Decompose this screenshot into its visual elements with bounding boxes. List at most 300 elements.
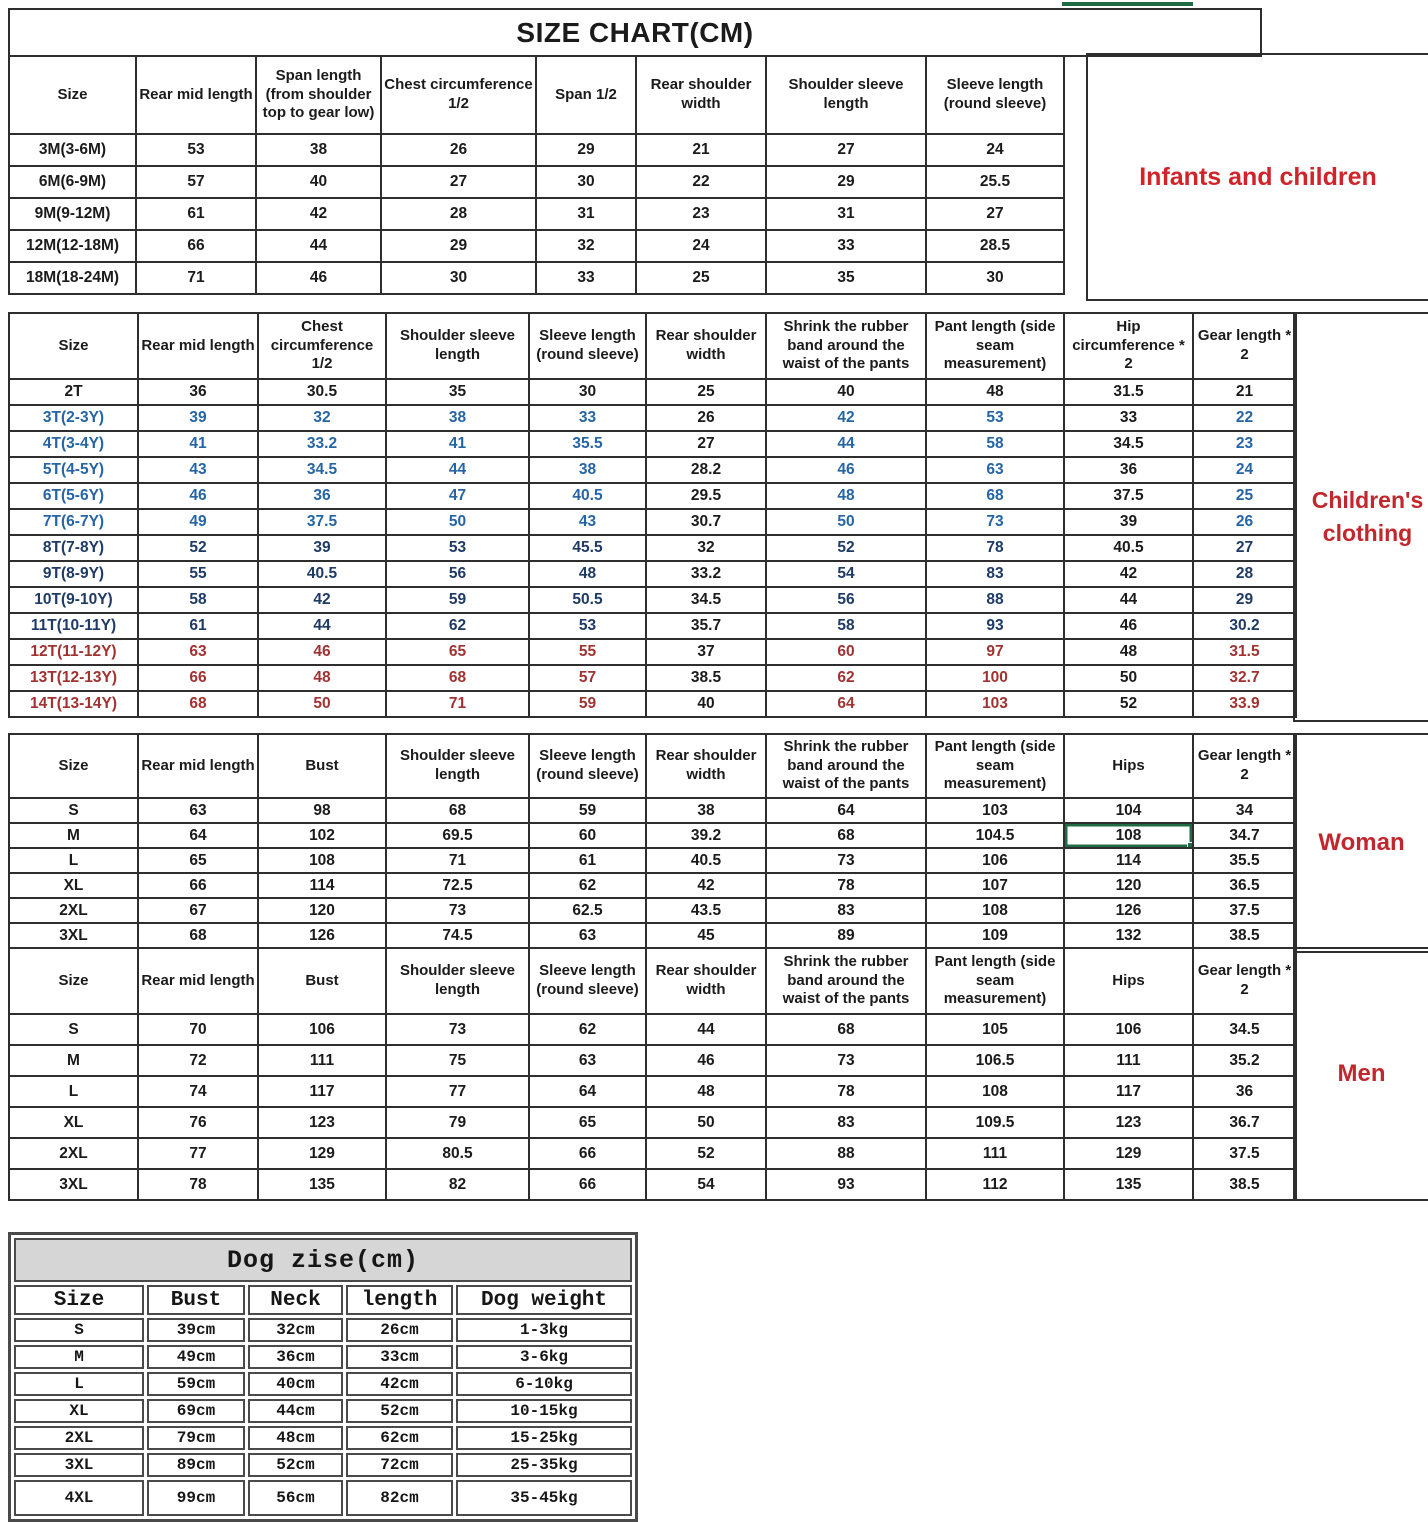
value-cell: 38: [646, 798, 766, 823]
value-cell: 63: [138, 798, 258, 823]
size-cell: 4XL: [14, 1480, 144, 1516]
value-cell: 52cm: [346, 1399, 453, 1423]
value-cell: 30.2: [1193, 613, 1296, 639]
value-cell: 34.5: [1064, 431, 1193, 457]
table-row: [9, 483, 1296, 509]
column-header: Gear length * 2: [1193, 734, 1296, 798]
size-cell: 3XL: [9, 923, 138, 948]
value-cell: 30: [536, 166, 636, 198]
value-cell: 109.5: [926, 1107, 1064, 1138]
value-cell: 64: [766, 798, 926, 823]
value-cell: 42: [646, 873, 766, 898]
size-cell: 12M(12-18M): [9, 230, 136, 262]
size-cell: 7T(6-7Y): [9, 509, 138, 535]
column-header: Shoulder sleeve length: [386, 734, 529, 798]
value-cell: 21: [636, 134, 766, 166]
value-cell: 69cm: [147, 1399, 245, 1423]
value-cell: 38: [529, 457, 646, 483]
value-cell: 41: [386, 431, 529, 457]
value-cell: 63: [529, 923, 646, 948]
value-cell: 76: [138, 1107, 258, 1138]
table-row: [14, 1426, 632, 1450]
value-cell: 45.5: [529, 535, 646, 561]
header-row: [9, 56, 1064, 134]
value-cell: 27: [766, 134, 926, 166]
column-header: Chest circumference 1/2: [258, 313, 386, 379]
value-cell: 37.5: [1193, 1138, 1296, 1169]
value-cell: 31: [536, 198, 636, 230]
value-cell: 40.5: [1064, 535, 1193, 561]
table-row: [9, 1107, 1296, 1138]
value-cell: 62: [766, 665, 926, 691]
column-header: Sleeve length (round sleeve): [529, 313, 646, 379]
table-row: [9, 561, 1296, 587]
value-cell: 35.2: [1193, 1045, 1296, 1076]
value-cell: 108: [926, 898, 1064, 923]
value-cell: 28.5: [926, 230, 1064, 262]
value-cell: 43: [529, 509, 646, 535]
value-cell: 33.9: [1193, 691, 1296, 717]
value-cell: 39: [138, 405, 258, 431]
dog-size-table: [8, 1232, 638, 1522]
value-cell: 120: [1064, 873, 1193, 898]
value-cell: 15-25kg: [456, 1426, 632, 1450]
value-cell: 39cm: [147, 1318, 245, 1342]
value-cell: 37: [646, 639, 766, 665]
value-cell: 30: [926, 262, 1064, 294]
value-cell: 58: [766, 613, 926, 639]
column-header: Size: [9, 56, 136, 134]
value-cell: 33cm: [346, 1345, 453, 1369]
section-infants: [8, 8, 1377, 295]
value-cell: 24: [1193, 457, 1296, 483]
value-cell: 77: [386, 1076, 529, 1107]
value-cell: 79cm: [147, 1426, 245, 1450]
value-cell: 6-10kg: [456, 1372, 632, 1396]
value-cell: 34.7: [1193, 823, 1296, 848]
value-cell: 22: [1193, 405, 1296, 431]
size-cell: 3M(3-6M): [9, 134, 136, 166]
value-cell: 102: [258, 823, 386, 848]
column-header: Rear shoulder width: [646, 948, 766, 1014]
value-cell: 40.5: [529, 483, 646, 509]
value-cell: 38: [256, 134, 381, 166]
column-header: Hip circumference * 2: [1064, 313, 1193, 379]
column-header: Sleeve length (round sleeve): [926, 56, 1064, 134]
column-header: Chest circumference 1/2: [381, 56, 536, 134]
value-cell: 55: [138, 561, 258, 587]
table-row: [14, 1372, 632, 1396]
table-row: [14, 1480, 632, 1516]
value-cell: 40.5: [258, 561, 386, 587]
value-cell: 36: [258, 483, 386, 509]
table-row: [9, 613, 1296, 639]
value-cell: 38.5: [1193, 923, 1296, 948]
size-cell: 12T(11-12Y): [9, 639, 138, 665]
value-cell: 79: [386, 1107, 529, 1138]
value-cell: 26: [646, 405, 766, 431]
table-row: [14, 1453, 632, 1477]
value-cell: 33: [766, 230, 926, 262]
value-cell: 57: [136, 166, 256, 198]
children-size-table: [8, 312, 1297, 718]
size-cell: 2XL: [14, 1426, 144, 1450]
column-header: Gear length * 2: [1193, 313, 1296, 379]
value-cell: 62: [386, 613, 529, 639]
header-row: [9, 948, 1296, 1014]
value-cell: 73: [386, 1014, 529, 1045]
value-cell: 42cm: [346, 1372, 453, 1396]
section-adults: [8, 733, 1405, 1201]
value-cell: 48: [258, 665, 386, 691]
column-header: Rear shoulder width: [646, 734, 766, 798]
value-cell: 58: [926, 431, 1064, 457]
value-cell: 117: [258, 1076, 386, 1107]
value-cell: 53: [926, 405, 1064, 431]
table-row: [14, 1345, 632, 1369]
value-cell: 73: [766, 1045, 926, 1076]
value-cell: 93: [766, 1169, 926, 1200]
value-cell: 83: [766, 898, 926, 923]
value-cell: 29: [381, 230, 536, 262]
column-header: Bust: [147, 1285, 245, 1315]
value-cell: 69.5: [386, 823, 529, 848]
value-cell: 66: [529, 1169, 646, 1200]
value-cell: 41: [138, 431, 258, 457]
value-cell: 31.5: [1193, 639, 1296, 665]
value-cell: 100: [926, 665, 1064, 691]
value-cell: 83: [926, 561, 1064, 587]
size-cell: M: [9, 823, 138, 848]
value-cell: 68: [386, 798, 529, 823]
value-cell: 68: [138, 923, 258, 948]
column-header: Pant length (side seam measurement): [926, 313, 1064, 379]
value-cell: 31.5: [1064, 379, 1193, 405]
value-cell: 62: [529, 1014, 646, 1045]
table-row: [9, 230, 1064, 262]
column-header: Hips: [1064, 734, 1193, 798]
value-cell: 68: [926, 483, 1064, 509]
table-row: [9, 848, 1296, 873]
value-cell: 34: [1193, 798, 1296, 823]
value-cell: 48: [1064, 639, 1193, 665]
value-cell: 105: [926, 1014, 1064, 1045]
value-cell: 52: [766, 535, 926, 561]
value-cell: 27: [646, 431, 766, 457]
value-cell: 33: [529, 405, 646, 431]
value-cell: 46: [766, 457, 926, 483]
value-cell: 56: [766, 587, 926, 613]
value-cell: 59: [529, 798, 646, 823]
table-row: [14, 1318, 632, 1342]
value-cell: 77: [138, 1138, 258, 1169]
value-cell: 49: [138, 509, 258, 535]
infants-size-table: [8, 55, 1065, 295]
value-cell: 40: [766, 379, 926, 405]
value-cell: 68: [386, 665, 529, 691]
size-cell: 2XL: [9, 898, 138, 923]
value-cell: 108: [258, 848, 386, 873]
column-header: Size: [9, 313, 138, 379]
value-cell: 61: [138, 613, 258, 639]
column-header: Shrink the rubber band around the waist of the pants: [766, 948, 926, 1014]
column-header: Sleeve length (round sleeve): [529, 948, 646, 1014]
size-cell: 3T(2-3Y): [9, 405, 138, 431]
value-cell: 42: [258, 587, 386, 613]
size-cell: S: [14, 1318, 144, 1342]
value-cell: 108: [926, 1076, 1064, 1107]
value-cell: 50: [1064, 665, 1193, 691]
value-cell: 50: [386, 509, 529, 535]
value-cell: 46: [256, 262, 381, 294]
value-cell: 83: [766, 1107, 926, 1138]
value-cell: 106.5: [926, 1045, 1064, 1076]
value-cell: 43.5: [646, 898, 766, 923]
value-cell: 78: [766, 873, 926, 898]
size-cell: S: [9, 798, 138, 823]
size-cell: 9T(8-9Y): [9, 561, 138, 587]
column-header: Bust: [258, 948, 386, 1014]
value-cell: 26: [1193, 509, 1296, 535]
value-cell: 39: [1064, 509, 1193, 535]
value-cell: 68: [766, 1014, 926, 1045]
value-cell: 35: [766, 262, 926, 294]
value-cell: 40: [256, 166, 381, 198]
value-cell: 53: [386, 535, 529, 561]
value-cell: 111: [926, 1138, 1064, 1169]
value-cell: 28: [1193, 561, 1296, 587]
value-cell: 48: [926, 379, 1064, 405]
value-cell: 109: [926, 923, 1064, 948]
value-cell: 44: [256, 230, 381, 262]
value-cell: 32: [536, 230, 636, 262]
value-cell: 114: [258, 873, 386, 898]
header-row: [9, 734, 1296, 798]
value-cell: 30: [381, 262, 536, 294]
value-cell: 33.2: [258, 431, 386, 457]
value-cell: 28: [381, 198, 536, 230]
value-cell: 27: [926, 198, 1064, 230]
value-cell: 30.5: [258, 379, 386, 405]
value-cell: 61: [136, 198, 256, 230]
value-cell: 22: [636, 166, 766, 198]
value-cell: 123: [1064, 1107, 1193, 1138]
value-cell: 34.5: [258, 457, 386, 483]
table-row: [9, 457, 1296, 483]
column-header: Bust: [258, 734, 386, 798]
value-cell: 107: [926, 873, 1064, 898]
value-cell: 29.5: [646, 483, 766, 509]
table-row: [9, 198, 1064, 230]
value-cell: 38.5: [1193, 1169, 1296, 1200]
column-header: Size: [9, 734, 138, 798]
size-cell: 6M(6-9M): [9, 166, 136, 198]
value-cell: 32.7: [1193, 665, 1296, 691]
value-cell: 32: [646, 535, 766, 561]
table-row: [9, 873, 1296, 898]
category-label-infants: Infants and children: [1086, 53, 1428, 301]
value-cell: 46: [646, 1045, 766, 1076]
value-cell: 50: [766, 509, 926, 535]
value-cell: 3-6kg: [456, 1345, 632, 1369]
value-cell: 99cm: [147, 1480, 245, 1516]
value-cell: 21: [1193, 379, 1296, 405]
size-cell: 5T(4-5Y): [9, 457, 138, 483]
value-cell: 36: [1193, 1076, 1296, 1107]
value-cell: 66: [138, 665, 258, 691]
table-row: [9, 798, 1296, 823]
size-cell: 6T(5-6Y): [9, 483, 138, 509]
value-cell: 64: [138, 823, 258, 848]
column-header: Shoulder sleeve length: [386, 948, 529, 1014]
value-cell: 80.5: [386, 1138, 529, 1169]
value-cell: 44: [386, 457, 529, 483]
value-cell: 33: [536, 262, 636, 294]
value-cell: 63: [529, 1045, 646, 1076]
table-row: [9, 1014, 1296, 1045]
value-cell: 44: [646, 1014, 766, 1045]
column-header: Span 1/2: [536, 56, 636, 134]
value-cell: 88: [926, 587, 1064, 613]
value-cell: 48: [766, 483, 926, 509]
size-cell: L: [14, 1372, 144, 1396]
value-cell: 29: [536, 134, 636, 166]
value-cell: 40.5: [646, 848, 766, 873]
value-cell: 75: [386, 1045, 529, 1076]
value-cell: 65: [138, 848, 258, 873]
value-cell: 40: [646, 691, 766, 717]
value-cell: 71: [136, 262, 256, 294]
value-cell: 44: [1064, 587, 1193, 613]
value-cell: 38.5: [646, 665, 766, 691]
value-cell: 55: [529, 639, 646, 665]
table-row: [9, 823, 1296, 848]
column-header: Span length (from shoulder top to gear low): [256, 56, 381, 134]
size-cell: 9M(9-12M): [9, 198, 136, 230]
value-cell: 59: [386, 587, 529, 613]
value-cell: 93: [926, 613, 1064, 639]
value-cell: 53: [136, 134, 256, 166]
size-cell: 14T(13-14Y): [9, 691, 138, 717]
value-cell: 74.5: [386, 923, 529, 948]
table-row: [9, 262, 1064, 294]
value-cell: 111: [258, 1045, 386, 1076]
table-row: [9, 898, 1296, 923]
value-cell: 34.5: [646, 587, 766, 613]
value-cell: 71: [386, 691, 529, 717]
column-header: Pant length (side seam measurement): [926, 948, 1064, 1014]
value-cell: 37.5: [1193, 898, 1296, 923]
value-cell: 33: [1064, 405, 1193, 431]
value-cell: 53: [529, 613, 646, 639]
value-cell: 74: [138, 1076, 258, 1107]
value-cell: 56: [386, 561, 529, 587]
value-cell: 37.5: [258, 509, 386, 535]
value-cell: 117: [1064, 1076, 1193, 1107]
column-header: Rear mid length: [136, 56, 256, 134]
value-cell: 28.2: [646, 457, 766, 483]
column-header: Shrink the rubber band around the waist of the pants: [766, 313, 926, 379]
value-cell: 34.5: [1193, 1014, 1296, 1045]
column-header: Neck: [248, 1285, 343, 1315]
value-cell: 72cm: [346, 1453, 453, 1477]
value-cell: 36cm: [248, 1345, 343, 1369]
value-cell: 126: [258, 923, 386, 948]
table-row: [9, 535, 1296, 561]
value-cell: 35.7: [646, 613, 766, 639]
value-cell: 103: [926, 691, 1064, 717]
value-cell: 48cm: [248, 1426, 343, 1450]
value-cell: 32cm: [248, 1318, 343, 1342]
value-cell: 50.5: [529, 587, 646, 613]
value-cell: 24: [926, 134, 1064, 166]
value-cell: 44: [766, 431, 926, 457]
value-cell: 120: [258, 898, 386, 923]
table-row: [9, 431, 1296, 457]
value-cell: 62: [529, 873, 646, 898]
value-cell: 50: [258, 691, 386, 717]
value-cell: 82: [386, 1169, 529, 1200]
value-cell: 88: [766, 1138, 926, 1169]
value-cell: 39: [258, 535, 386, 561]
size-cell: L: [9, 1076, 138, 1107]
value-cell: 68: [766, 823, 926, 848]
value-cell: 35: [386, 379, 529, 405]
value-cell: 104.5: [926, 823, 1064, 848]
size-cell: 3XL: [9, 1169, 138, 1200]
value-cell: 89: [766, 923, 926, 948]
value-cell: 26cm: [346, 1318, 453, 1342]
table-row: [9, 639, 1296, 665]
value-cell: 78: [138, 1169, 258, 1200]
column-header: Shoulder sleeve length: [386, 313, 529, 379]
table-row: [9, 587, 1296, 613]
value-cell: 35-45kg: [456, 1480, 632, 1516]
value-cell: 59cm: [147, 1372, 245, 1396]
value-cell: 62.5: [529, 898, 646, 923]
value-cell: 48: [646, 1076, 766, 1107]
size-cell: XL: [14, 1399, 144, 1423]
value-cell: 46: [258, 639, 386, 665]
size-cell: M: [9, 1045, 138, 1076]
value-cell: 47: [386, 483, 529, 509]
value-cell: 60: [766, 639, 926, 665]
value-cell: 30: [529, 379, 646, 405]
value-cell: 57: [529, 665, 646, 691]
value-cell: 26: [381, 134, 536, 166]
value-cell: 10-15kg: [456, 1399, 632, 1423]
section-dog: [8, 1232, 638, 1522]
size-cell: L: [9, 848, 138, 873]
table-row: [9, 405, 1296, 431]
value-cell: 24: [636, 230, 766, 262]
value-cell: 25: [636, 262, 766, 294]
value-cell: 66: [529, 1138, 646, 1169]
size-cell: XL: [9, 873, 138, 898]
value-cell: 25-35kg: [456, 1453, 632, 1477]
column-header: Shoulder sleeve length: [766, 56, 926, 134]
value-cell: 25.5: [926, 166, 1064, 198]
value-cell: 35.5: [529, 431, 646, 457]
value-cell: 46: [1064, 613, 1193, 639]
value-cell: 33.2: [646, 561, 766, 587]
value-cell: 42: [766, 405, 926, 431]
value-cell: 23: [636, 198, 766, 230]
value-cell: 129: [258, 1138, 386, 1169]
value-cell: 68: [138, 691, 258, 717]
table-row: [9, 166, 1064, 198]
category-label-children: Children's clothing: [1293, 312, 1428, 722]
